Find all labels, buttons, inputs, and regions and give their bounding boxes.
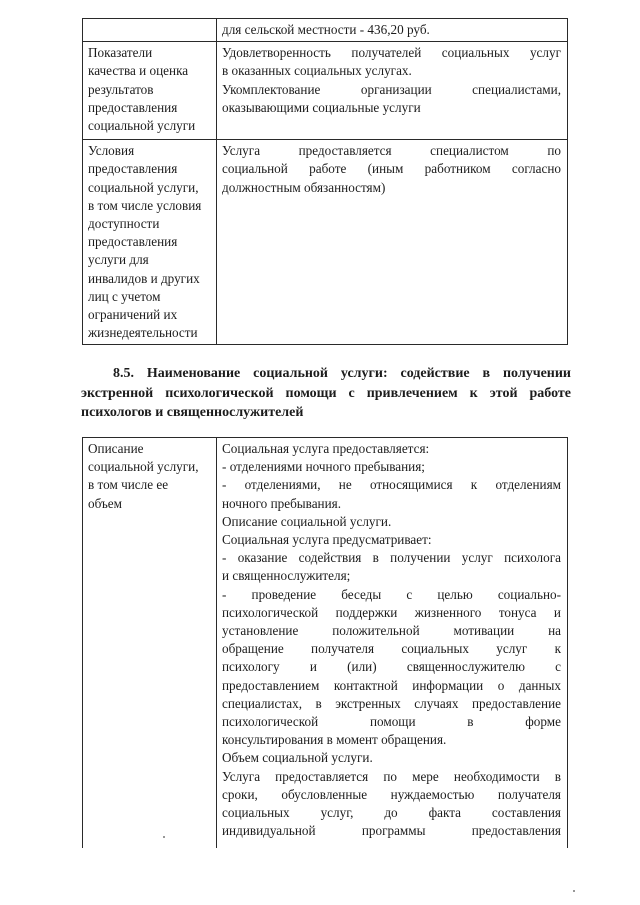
services-table-top <box>82 18 568 345</box>
table-row <box>83 140 568 345</box>
scan-speck <box>573 890 575 892</box>
row-label-conditions <box>83 140 217 345</box>
heading-line: 8.5. Наименование социальной услуги: содействие в получении <box>113 366 571 381</box>
row-label-line: предоставления <box>88 99 178 115</box>
content-line: психологической помощи в форме <box>222 714 561 730</box>
content-line: Услуга предоставляется по мере необходимости в <box>222 768 561 784</box>
table-cell-empty <box>83 19 217 42</box>
row-label-line: качества и оценка <box>88 63 189 79</box>
row-label-line: предоставления <box>88 161 178 177</box>
content-line: Социальная услуга предоставляется: <box>222 441 430 456</box>
table-row <box>83 42 568 140</box>
content-line: должностным обязанностям) <box>222 179 386 195</box>
content-line: социальных услуг, до факта составления <box>222 805 561 821</box>
row-content-conditions <box>217 140 568 345</box>
content-line: социальной работе (иным работником согласно <box>222 161 561 177</box>
row-label-line: предоставления <box>88 234 178 250</box>
row-label-line: лиц с учетом <box>88 288 161 304</box>
heading-line: психологов и священнослужителей <box>81 405 304 420</box>
row-content-quality <box>217 42 568 140</box>
section-heading <box>81 364 571 423</box>
scan-speck <box>163 836 165 838</box>
content-line: Услуга предоставляется специалистом по <box>222 143 561 159</box>
row-label-line: инвалидов и других <box>88 270 200 286</box>
content-line: оказывающими социальные услуги <box>222 99 421 115</box>
heading-line: экстренной психологической помощи с привлечением к этой работе <box>81 385 571 401</box>
content-line: предоставлением контактной информации о данных <box>222 677 561 693</box>
row-label-line: Условия <box>88 143 135 159</box>
row-label-line: результатов <box>88 81 154 97</box>
row-label-line: доступности <box>88 216 160 232</box>
content-line: ночного пребывания. <box>222 495 342 511</box>
content-line: Описание социальной услуги. <box>222 513 392 529</box>
row-label-line: Описание <box>88 441 144 456</box>
row-label-line: в том числе условия <box>88 197 202 213</box>
content-line: специалистах, в экстренных случаях предоставление <box>222 695 561 711</box>
row-label-line: социальной услуги, <box>88 179 199 195</box>
row-label-quality <box>83 42 217 140</box>
content-line: Социальная услуга предусматривает: <box>222 532 432 548</box>
row-label-line: объем <box>88 495 122 511</box>
content-line: психологической поддержки жизненного тонуса и <box>222 604 561 620</box>
content-line: сроки, обусловленные нуждаемостью получателя <box>222 786 561 802</box>
row-label-line: услуги для <box>88 252 149 268</box>
content-line: Объем социальной услуги. <box>222 750 373 766</box>
table-row <box>83 438 568 848</box>
services-table-bottom <box>82 437 568 848</box>
content-line: - проведение беседы с целью социально- <box>222 586 561 602</box>
row-label-line: Показатели <box>88 45 153 61</box>
content-line: установление положительной мотивации на <box>222 623 561 639</box>
row-label-line: в том числе ее <box>88 477 169 493</box>
row-label-line: ограничений их <box>88 307 178 323</box>
content-line: Укомплектование организации специалистами, <box>222 81 561 97</box>
row-label-description <box>83 438 217 848</box>
cell-text: для сельской местности - 436,20 руб. <box>222 22 430 37</box>
content-line: консультирования в момент обращения. <box>222 732 447 748</box>
content-line: обращение получателя социальных услуг к <box>222 641 561 657</box>
table-cell <box>217 19 568 42</box>
content-line: Удовлетворенность получателей социальных услуг <box>222 45 561 61</box>
row-label-line: жизнедеятельности <box>88 325 198 341</box>
content-line: психологу и (или) священнослужителю с <box>222 659 561 675</box>
row-label-line: социальной услуги <box>88 118 196 134</box>
content-line: - отделениями, не относящимися к отделениям <box>222 477 561 493</box>
table-row <box>83 19 568 42</box>
content-line: в оказанных социальных услугах. <box>222 63 412 79</box>
content-line: - отделениями ночного пребывания; <box>222 459 425 475</box>
content-line: - оказание содействия в получении услуг психолога <box>222 550 561 566</box>
content-line: и священнослужителя; <box>222 568 351 584</box>
row-content-description <box>217 438 568 848</box>
content-line: индивидуальной программы предоставления <box>222 823 561 839</box>
row-label-line: социальной услуги, <box>88 459 199 475</box>
